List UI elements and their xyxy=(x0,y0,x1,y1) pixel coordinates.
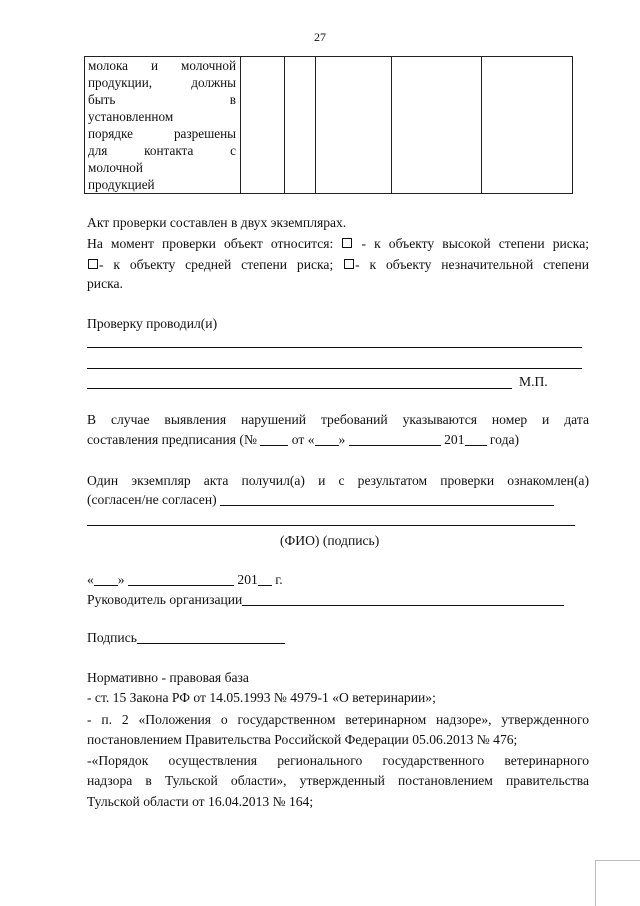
risk-low-label: - к объекту незначительной степени xyxy=(355,257,589,272)
violations-line-1: В случае выявления нарушений требований указываются номер и дата xyxy=(87,412,589,427)
checkbox-icon[interactable] xyxy=(344,259,354,269)
fio-caption: (ФИО) (подпись) xyxy=(280,533,380,548)
signature-field[interactable] xyxy=(137,629,285,644)
table-cell-requirement xyxy=(85,57,241,194)
cell-line: установленном xyxy=(88,109,174,124)
legal-item: - ст. 15 Закона РФ от 14.05.1993 № 4979-1 «О ветеринарии»; xyxy=(87,690,436,705)
inspector-label: Проверку проводил(и) xyxy=(87,316,218,331)
risk-intro: На момент проверки объект относится: xyxy=(87,236,334,251)
risk-medium-label: - к объекту средней степени риска; xyxy=(99,257,334,272)
agreement-label: (согласен/не согласен) xyxy=(87,492,217,507)
year-field[interactable] xyxy=(465,431,487,446)
signature-line xyxy=(87,628,589,648)
table-row xyxy=(85,57,573,194)
date-line xyxy=(87,570,589,590)
inspector-line[interactable] xyxy=(87,347,582,348)
risk-high-label: - к объекту высокой степени риска; xyxy=(361,236,590,251)
date-year-prefix: 201 xyxy=(237,572,258,587)
from-label: от « xyxy=(291,432,315,447)
head-label: Руководитель организации xyxy=(87,592,243,607)
table-cell-empty xyxy=(482,57,573,194)
agreement-field[interactable] xyxy=(220,491,554,506)
prescription-number-field[interactable] xyxy=(260,431,288,446)
month-field[interactable] xyxy=(349,431,441,446)
inspector-line[interactable] xyxy=(87,368,582,369)
cell-line: молока и молочной xyxy=(88,58,236,73)
legal-item: Тульской области от 16.04.2013 № 164; xyxy=(87,794,314,809)
legal-item: -«Порядок осуществления регионального государственного ветеринарного xyxy=(87,753,589,768)
table-cell-empty xyxy=(316,57,392,194)
head-signature-field[interactable] xyxy=(242,591,564,606)
risk-line-2 xyxy=(87,255,589,275)
receipt-line-1: Один экземпляр акта получил(а) и с результатом проверки ознакомлен(а) xyxy=(87,473,589,488)
stamp-mark: М.П. xyxy=(519,374,548,389)
legal-item: постановлением Правительства Российской Федерации 05.06.2013 № 476; xyxy=(87,732,518,747)
legal-item: - п. 2 «Положения о государственном ветеринарном надзоре», утвержденного xyxy=(87,712,589,727)
prescription-prefix: составления предписания (№ xyxy=(87,432,257,447)
cell-line: молочной xyxy=(88,160,143,175)
inspector-line[interactable] xyxy=(87,388,512,389)
page-number: 27 xyxy=(314,30,326,44)
date-year-suffix: г. xyxy=(275,572,283,587)
fio-line[interactable] xyxy=(87,525,575,526)
cell-line: для контакта с xyxy=(88,143,236,158)
date-month-field[interactable] xyxy=(128,571,234,586)
cell-line: порядке разрешены xyxy=(88,126,236,141)
head-line xyxy=(87,590,589,610)
checkbox-icon[interactable] xyxy=(342,238,352,248)
table-cell-empty xyxy=(285,57,316,194)
date-year-field[interactable] xyxy=(258,571,272,586)
act-copies-text: Акт проверки составлен в двух экземплярах. xyxy=(87,215,347,230)
cell-line: продукции, должны xyxy=(88,75,236,90)
receipt-line-2 xyxy=(87,490,589,510)
date-day-field[interactable] xyxy=(94,571,118,586)
risk-line-1 xyxy=(87,234,589,254)
year-suffix: года) xyxy=(489,432,520,447)
risk-end-text: риска. xyxy=(87,276,123,291)
date-quote-open: « xyxy=(87,572,94,587)
cell-line: быть в xyxy=(88,92,236,107)
signature-label: Подпись xyxy=(87,630,137,645)
inspection-table xyxy=(84,56,573,194)
quote-close: » xyxy=(338,432,346,447)
cell-line: продукцией xyxy=(88,177,155,192)
table-cell-empty xyxy=(241,57,285,194)
checkbox-icon[interactable] xyxy=(88,259,98,269)
legal-item: надзора в Тульской области», утвержденный постановлением правительства xyxy=(87,773,589,788)
year-prefix: 201 xyxy=(444,432,465,447)
violations-line-2 xyxy=(87,430,589,450)
legal-title: Нормативно - правовая база xyxy=(87,670,249,685)
date-quote-close: » xyxy=(117,572,125,587)
table-cell-empty xyxy=(392,57,482,194)
day-field[interactable] xyxy=(315,431,339,446)
page-edge-shadow xyxy=(595,860,640,906)
